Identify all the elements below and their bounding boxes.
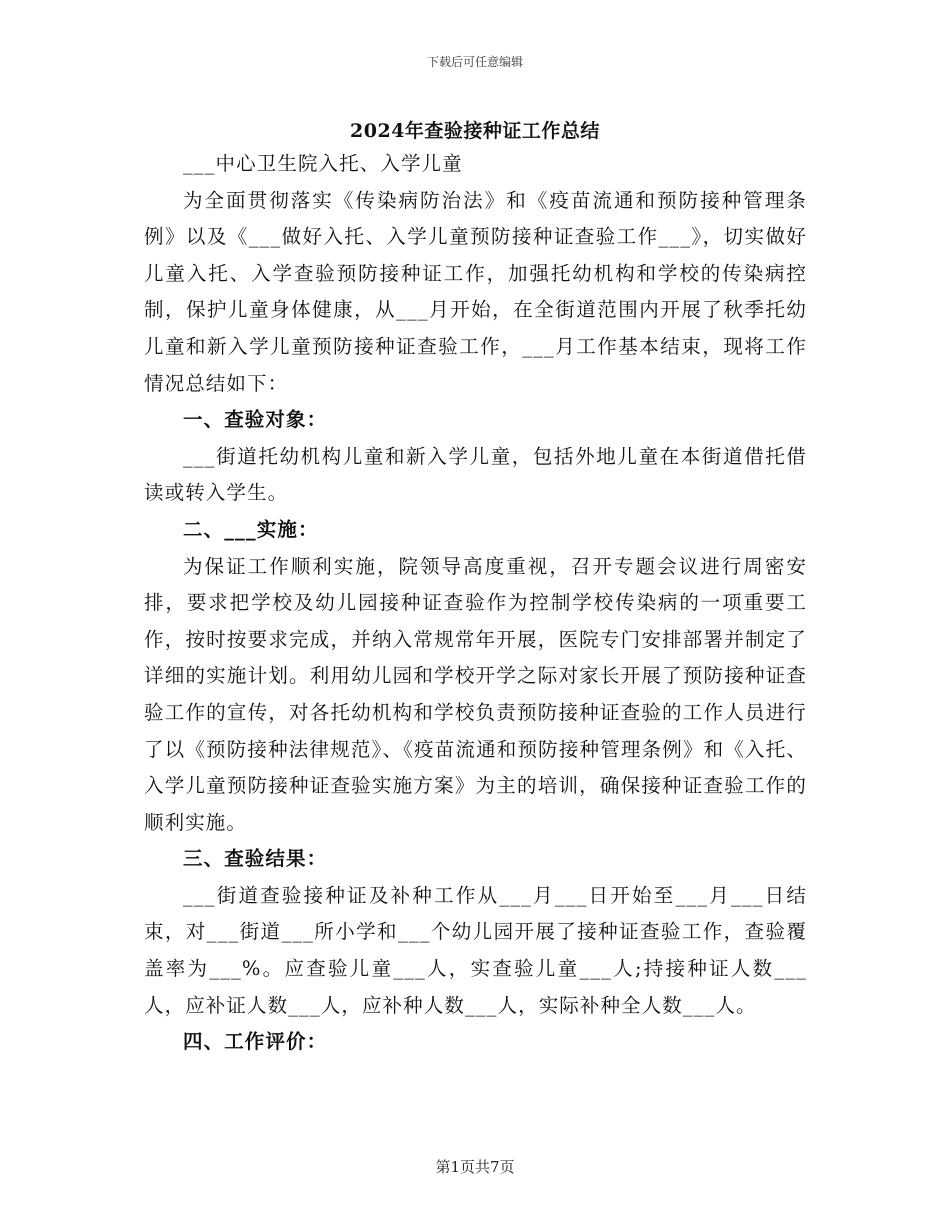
section-2-heading: 二、___实施： (183, 517, 319, 541)
document-body (144, 146, 807, 1061)
section-4-heading: 四、工作评价： (183, 1030, 328, 1054)
section-3-heading: 三、查验结果： (183, 847, 328, 871)
section-1-heading: 一、查验对象： (183, 408, 328, 432)
document-subtitle: ___中心卫生院入托、入学儿童 (183, 152, 463, 175)
page-header-note: 下载后可任意编辑 (426, 55, 523, 69)
intro-paragraph: 为全面贯彻落实《传染病防治法》和《疫苗流通和预防接种管理条例》以及《___做好入托、入学儿童预防接种证查验工作___》，切实做好儿童入托、入学查验预防接种证工作，加强托幼机构和学校的传染病控制，保护儿童身体健康，从___月开始，在全街道范围内开展了秋季托幼儿童和新入学儿童预防接种证查验工作，___月工作基本结束，现将工作情况总结如下： (144, 188, 807, 395)
section-2-body: 为保证工作顺利实施，院领导高度重视，召开专题会议进行周密安排，要求把学校及幼儿园接种证查验作为控制学校传染病的一项重要工作，按时按要求完成，并纳入常规常年开展，医院专门安排部署并制定了详细的实施计划。利用幼儿园和学校开学之际对家长开展了预防接种证查验工作的宣传，对各托幼机构和学校负责预防接种证查验的工作人员进行了以《预防接种法律规范》、《疫苗流通和预防接种管理条例》和《入托、入学儿童预防接种证查验实施方案》为主的培训，确保接种证查验工作的顺利实施。 (144, 554, 807, 834)
page-number: 第1页共7页 (435, 1158, 515, 1176)
section-3-body: ___街道查验接种证及补种工作从___月___日开始至___月___日结束，对___街道___所小学和___个幼儿园开展了接种证查验工作，查验覆盖率为___%。应查验儿童___人，实查验儿童___人;持接种证人数___人，应补证人数___人，应补种人数___人，实际补种全人数___人。 (144, 883, 807, 1017)
section-1-body: ___街道托幼机构儿童和新入学儿童，包括外地儿童在本街道借托借读或转入学生。 (144, 444, 807, 505)
document-title: 2024年查验接种证工作总结 (350, 120, 600, 142)
